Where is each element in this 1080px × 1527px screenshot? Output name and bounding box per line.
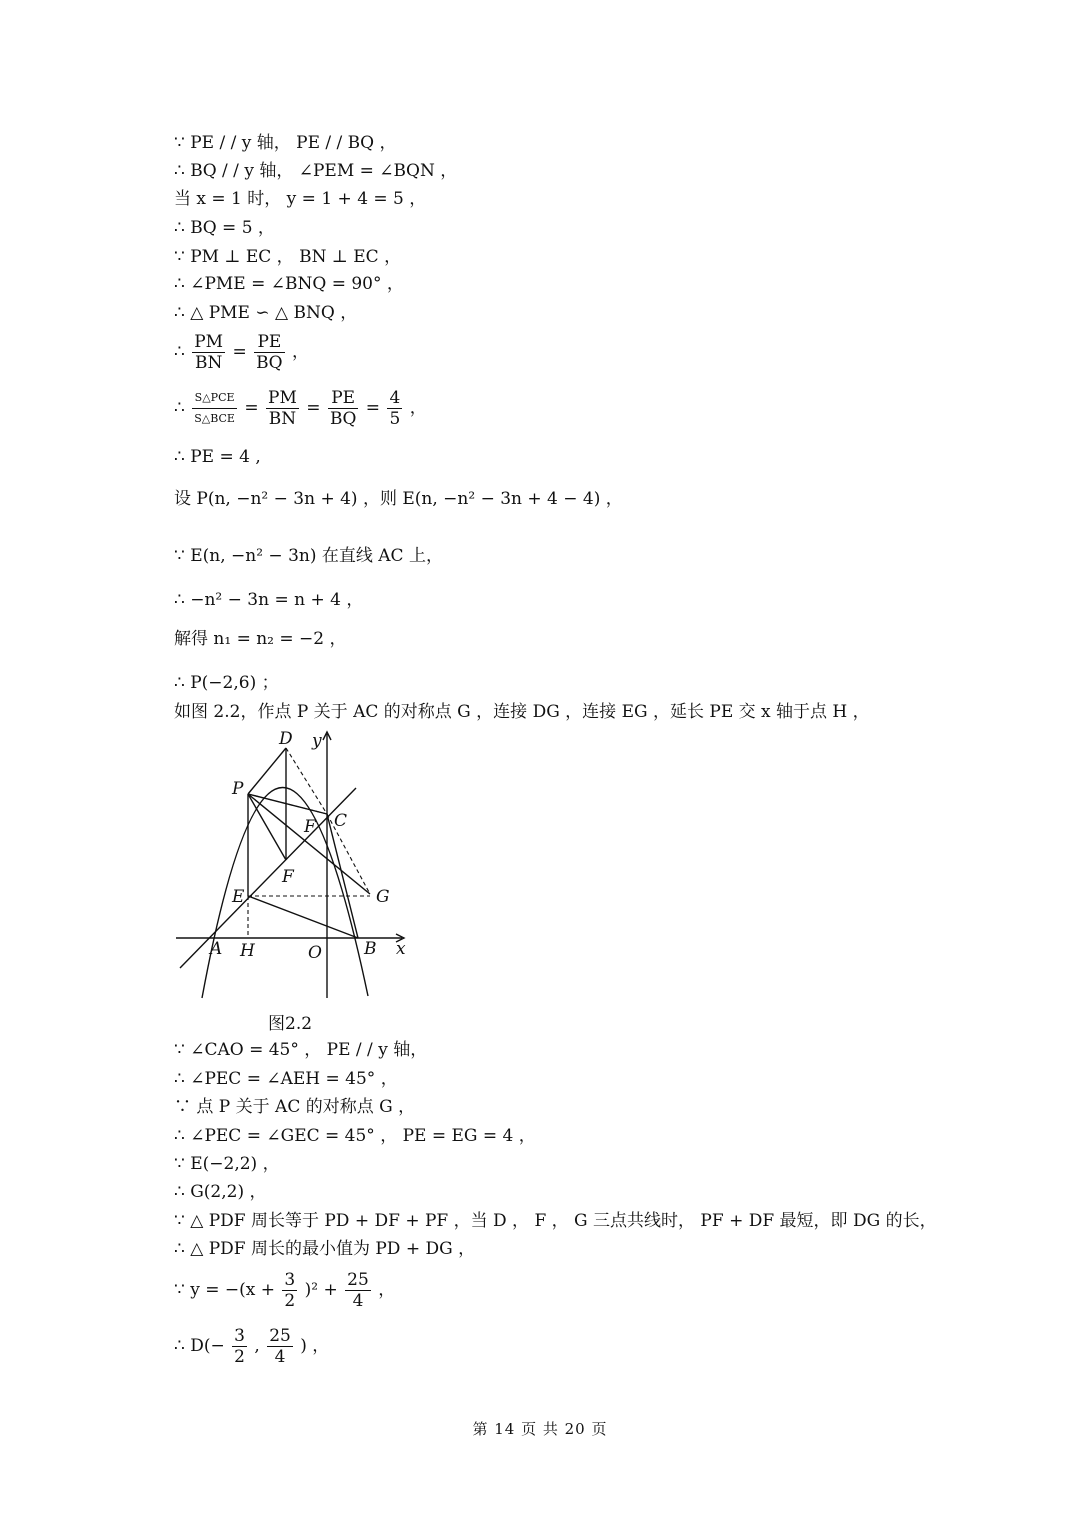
line-20: ∴ G(2,2) ， [174, 1182, 267, 1202]
line-4: ∴ BQ = 5 ， [174, 218, 275, 238]
line-ac [180, 788, 356, 968]
denominator: BN [194, 353, 223, 373]
fraction-line-3 [174, 1270, 395, 1311]
line-15: ∵ ∠CAO = 45° ， PE / / y 轴， [174, 1040, 428, 1060]
numerator: S△PCE [192, 388, 237, 409]
label-h: H [240, 941, 255, 961]
label-f1: F [304, 817, 316, 837]
label-p: P [232, 779, 244, 799]
numerator: PE [254, 332, 284, 353]
frac3-suffix: ， [378, 1280, 396, 1300]
label-o: O [308, 943, 322, 963]
line-5: ∵ PM ⊥ EC ， BN ⊥ EC ， [174, 247, 402, 267]
line-21: ∵ △ PDF 周长等于 PD + DF + PF ，当 D ， F ， G 三点共线时， PF + DF 最短，即 DG 的长， [174, 1211, 937, 1231]
frac3-prefix: ∵ y = −(x + [174, 1280, 275, 1300]
equals: = [306, 398, 321, 418]
fraction-line-1 [174, 332, 309, 373]
denominator: BQ [329, 409, 357, 429]
fraction [192, 332, 225, 373]
fraction [266, 388, 299, 429]
line-11: ∴ −n² − 3n = n + 4 ， [174, 590, 364, 610]
frac3-mid: )² + [304, 1280, 338, 1300]
fraction [232, 1326, 247, 1367]
numerator: PM [268, 388, 297, 408]
frac1-suffix: ， [292, 342, 309, 362]
denominator: S△BCE [194, 412, 235, 425]
line-17: ∵ 点 P 关于 AC 的对称点 G ， [174, 1097, 416, 1117]
page-footer: 第 14 页 共 20 页 [472, 1420, 608, 1438]
fraction [345, 1270, 371, 1311]
frac2-prefix: ∴ [174, 398, 185, 418]
denominator: 2 [234, 1347, 245, 1367]
geometry-figure [174, 726, 414, 1006]
frac4-mid: , [254, 1336, 260, 1356]
line-22: ∴ △ PDF 周长的最小值为 PD + DG ， [174, 1239, 476, 1259]
label-c: C [334, 811, 348, 831]
label-f2: F [282, 867, 294, 887]
frac4-suffix: ) ， [300, 1336, 330, 1356]
fraction [254, 332, 284, 373]
segment-eb [248, 896, 358, 938]
denominator: BN [268, 409, 297, 429]
label-e: E [232, 887, 245, 907]
denominator: 4 [352, 1291, 364, 1311]
line-8: ∴ PE = 4 , [174, 447, 261, 467]
numerator: 3 [284, 1270, 296, 1290]
line-19: ∵ E(−2,2) ， [174, 1154, 280, 1174]
numerator: PM [194, 332, 224, 352]
frac1-prefix: ∴ [174, 342, 185, 362]
denominator: 2 [284, 1291, 296, 1311]
line-9: 设 P(n, −n² − 3n + 4) ，则 E(n, −n² − 3n + 4 − 4) ， [174, 489, 623, 509]
fraction [387, 388, 402, 429]
line-14: 如图 2.2，作点 P 关于 AC 的对称点 G ，连接 DG ，连接 EG ，延长 PE 交 x 轴于点 H ， [174, 702, 870, 722]
line-10: ∵ E(n, −n² − 3n) 在直线 AC 上， [174, 546, 443, 566]
equals: = [232, 342, 247, 362]
numerator: 4 [389, 388, 401, 408]
line-18: ∴ ∠PEC = ∠GEC = 45° ， PE = EG = 4 ， [174, 1126, 536, 1146]
label-g: G [376, 887, 390, 907]
line-6: ∴ ∠PME = ∠BNQ = 90° ， [174, 274, 404, 294]
denominator: 5 [389, 409, 401, 429]
line-3: 当 x = 1 时， y = 1 + 4 = 5 ， [174, 189, 427, 209]
frac4-prefix: ∴ D(− [174, 1336, 225, 1356]
line-13: ∴ P(−2,6) ； [174, 673, 279, 693]
label-d: D [279, 729, 293, 749]
equals: = [244, 398, 259, 418]
fraction [192, 388, 237, 429]
label-x: x [396, 939, 406, 959]
fraction [282, 1270, 297, 1311]
fraction-line-4 [174, 1326, 329, 1367]
fraction [267, 1326, 293, 1367]
line-7: ∴ △ PME ∽ △ BNQ ， [174, 303, 358, 323]
fraction-line-2 [174, 388, 427, 429]
segment-cb [327, 814, 358, 938]
denominator: BQ [256, 353, 283, 373]
label-b: B [364, 939, 377, 959]
line-1: ∵ PE / / y 轴， PE / / BQ ， [174, 133, 397, 153]
numerator: 3 [234, 1326, 245, 1346]
fraction [328, 388, 358, 429]
line-12: 解得 n₁ = n₂ = −2 ， [174, 629, 347, 649]
segment-pf [248, 794, 286, 860]
numerator: PE [328, 388, 358, 409]
label-y: y [312, 731, 322, 751]
line-16: ∴ ∠PEC = ∠AEH = 45° ， [174, 1069, 398, 1089]
denominator: 4 [274, 1347, 286, 1367]
numerator: 25 [347, 1270, 369, 1290]
line-2: ∴ BQ / / y 轴， ∠PEM = ∠BQN ， [174, 161, 458, 181]
equals: = [365, 398, 381, 418]
numerator: 25 [269, 1326, 291, 1346]
frac2-suffix: ， [409, 398, 427, 418]
figure-caption: 图2.2 [268, 1014, 313, 1034]
label-a: A [210, 939, 223, 959]
